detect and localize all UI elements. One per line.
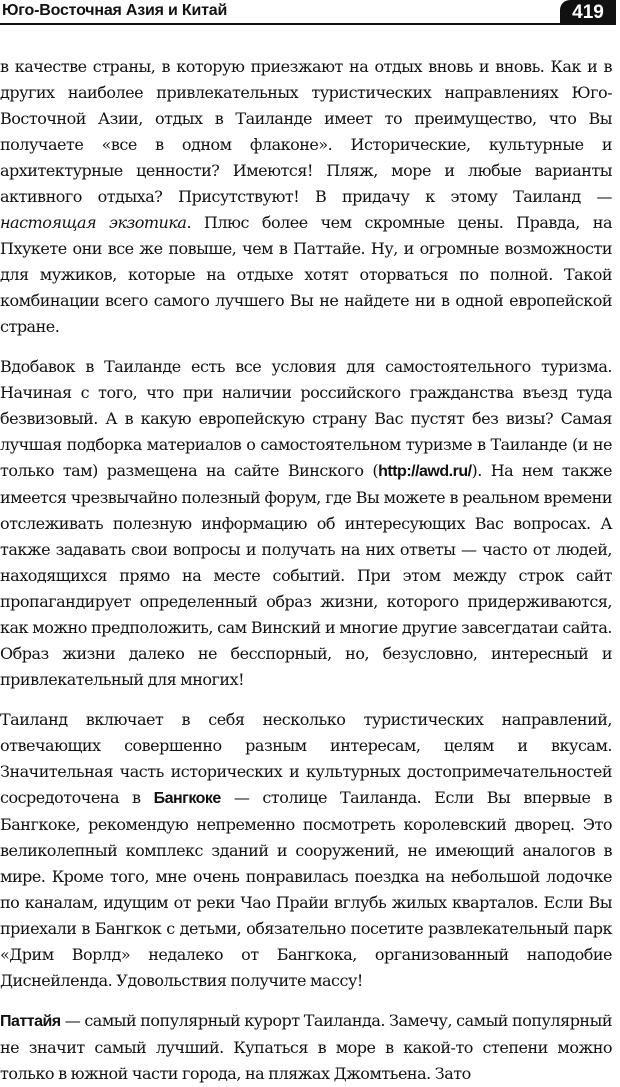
page-number: 419	[560, 0, 616, 25]
pattaya-highlight: Паттайя	[0, 1013, 61, 1030]
website-url: http://awd.ru/	[378, 463, 472, 480]
header-rule	[0, 23, 560, 25]
running-title: Юго-Восточная Азия и Китай	[2, 2, 228, 19]
paragraph-2	[0, 354, 612, 693]
paragraph-4	[0, 1008, 612, 1087]
running-header	[0, 0, 620, 26]
paragraph-3-text-a: Таиланд включает в себя несколько туристических направлений, отвечающих совершенно разным интересам, целям и вкусам. Значительная часть исторических и культурных достопримечательностей сосредоточена в	[0, 710, 612, 807]
paragraph-1-text-b: . Плюс более чем скромные цены. Правда, на Пхукете они все же повыше, чем в Паттайе. Ну, и огромные возможности для мужиков, которые на отдыхе хотят оторваться по полной. Такой комбинации всего самого лучшего Вы не найдете ни в одной европейской стране.	[0, 213, 612, 336]
bangkok-highlight: Бангкоке	[153, 790, 221, 807]
paragraph-2-text-a: Вдобавок в Таиланде есть все условия для самостоятельного туризма. Начиная с того, что при наличии российского гражданства въезд туда безвизовый. А в какую европейскую страну Вас пустят без визы? Самая лучшая подборка материалов о самостоятельном туризме в Таиланде (и не только там) размещена на сайте Винского (	[0, 357, 612, 480]
paragraph-1	[0, 54, 612, 340]
paragraph-4-text-a: — самый популярный курорт Таиланда. Замечу, самый популярный не значит самый лучший. Купаться в море в какой-то степени можно только в южной части города, на пляжах Джомтьена. Зато	[0, 1011, 612, 1083]
body-text	[0, 54, 612, 1087]
paragraph-1-emphasis: настоящая экзотика	[0, 213, 187, 232]
paragraph-2-text-b: ). На нем также имеется чрезвычайно полезный форум, где Вы можете в реальном времени отслеживать полезную информацию об интересующих Вас вопросах. А также задавать свои вопросы и получать на них ответы — часто от людей, находящихся прямо на месте событий. При этом между строк сайт пропагандирует определенный образ жизни, которого придерживаются, как можно предположить, сам Винский и многие другие завсегдатаи сайта. Образ жизни далеко не бесспорный, но, безусловно, интересный и привлекательный для многих!	[0, 461, 612, 689]
paragraph-1-text-a: в качестве страны, в которую приезжают на отдых вновь и вновь. Как и в других наиболее привлекательных туристических направлениях Юго-Восточной Азии, отдых в Таиланде имеет то преимущество, что Вы получаете «все в одном флаконе». Исторические, культурные и архитектурные ценности? Имеются! Пляж, море и любые варианты активного отдыха? Присутствуют! В придачу к этому Таиланд —	[0, 57, 612, 206]
paragraph-3	[0, 707, 612, 994]
paragraph-3-text-b: — столице Таиланда. Если Вы впервые в Бангкоке, рекомендую непременно посмотреть королевский дворец. Это великолепный комплекс зданий и сооружений, не имеющий аналогов в мире. Кроме того, мне очень понравилась поездка на небольшой лодочке по каналам, идущим от реки Чао Прайи вглубь жилых кварталов. Если Вы приехали в Бангкок с детьми, обязательно посетите развлекательный парк «Дрим Ворлд» недалеко от Бангкока, организованный наподобие Диснейленда. Удовольствия получите массу!	[0, 788, 612, 990]
